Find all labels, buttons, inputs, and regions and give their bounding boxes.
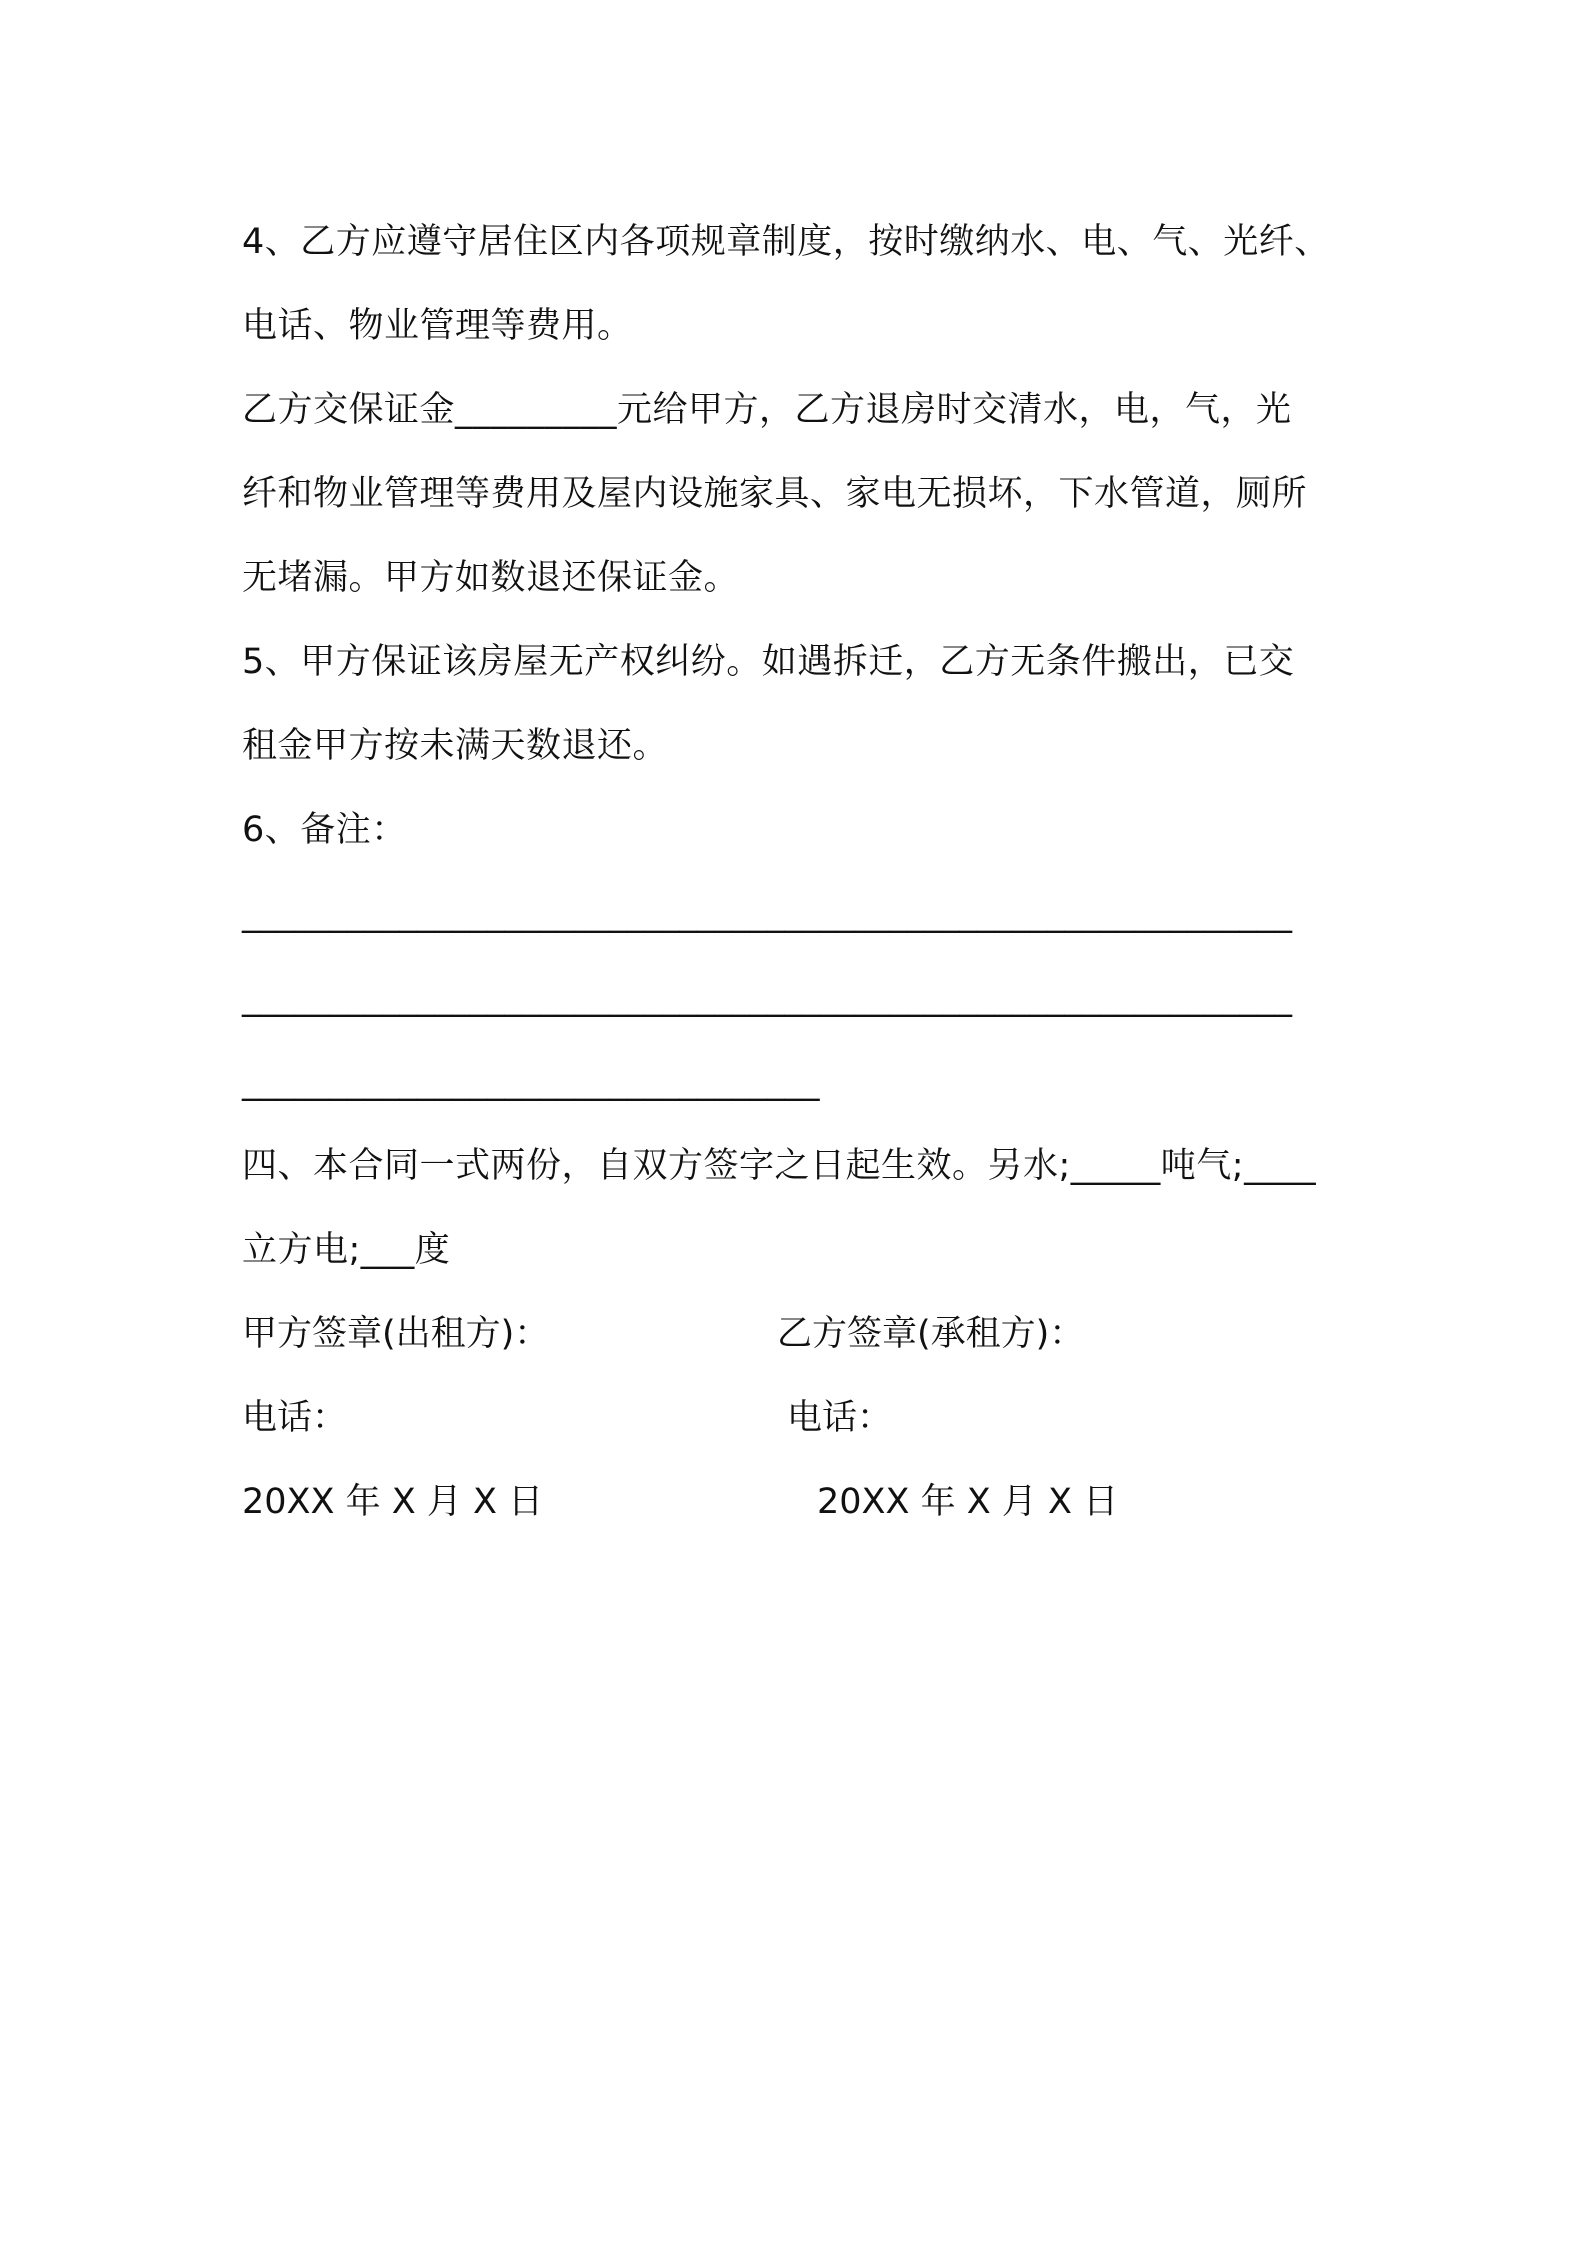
signature-date-row: [242, 1460, 1382, 1544]
party-b-seal-label: 乙方签章(承租方)：: [777, 1314, 1085, 1354]
clause-four-line-2: 立方电;___度: [242, 1230, 451, 1270]
clause-5-line-1: 5、甲方保证该房屋无产权纠纷。如遇拆迁，乙方无条件搬出，已交: [242, 642, 1295, 682]
deposit-line-2: 纤和物业管理等费用及屋内设施家具、家电无损坏，下水管道，厕所: [242, 474, 1308, 514]
deposit-line-1: 乙方交保证金_________元给甲方，乙方退房时交清水，电，气，光: [242, 390, 1292, 430]
clause-4-line-2: 电话、物业管理等费用。: [242, 306, 633, 346]
signature-seal-row: [242, 1292, 1382, 1376]
clause-5-line-2: 租金甲方按未满天数退还。: [242, 726, 669, 766]
remarks-blank-3: _________________________________: [242, 1062, 820, 1102]
party-a-date: 20XX 年 X 月 X 日: [242, 1482, 544, 1522]
party-b-phone-label: 电话：: [787, 1398, 893, 1438]
deposit-line-3: 无堵漏。甲方如数退还保证金。: [242, 558, 740, 598]
party-a-phone-label: 电话：: [242, 1398, 348, 1438]
clause-4-line-1: 4、乙方应遵守居住区内各项规章制度，按时缴纳水、电、气、光纤、: [242, 222, 1330, 262]
party-b-date: 20XX 年 X 月 X 日: [817, 1482, 1119, 1522]
remarks-blank-1: ____________________________________________________________: [242, 894, 1292, 934]
party-a-seal-label: 甲方签章(出租方)：: [242, 1314, 550, 1354]
clause-four-line-1: 四、本合同一式两份，自双方签字之日起生效。另水;_____吨气;____: [242, 1146, 1317, 1186]
clause-6-label: 6、备注：: [242, 810, 407, 850]
signature-phone-row: [242, 1376, 1382, 1460]
contract-body: [242, 200, 1382, 1544]
remarks-blank-2: ____________________________________________________________: [242, 978, 1292, 1018]
